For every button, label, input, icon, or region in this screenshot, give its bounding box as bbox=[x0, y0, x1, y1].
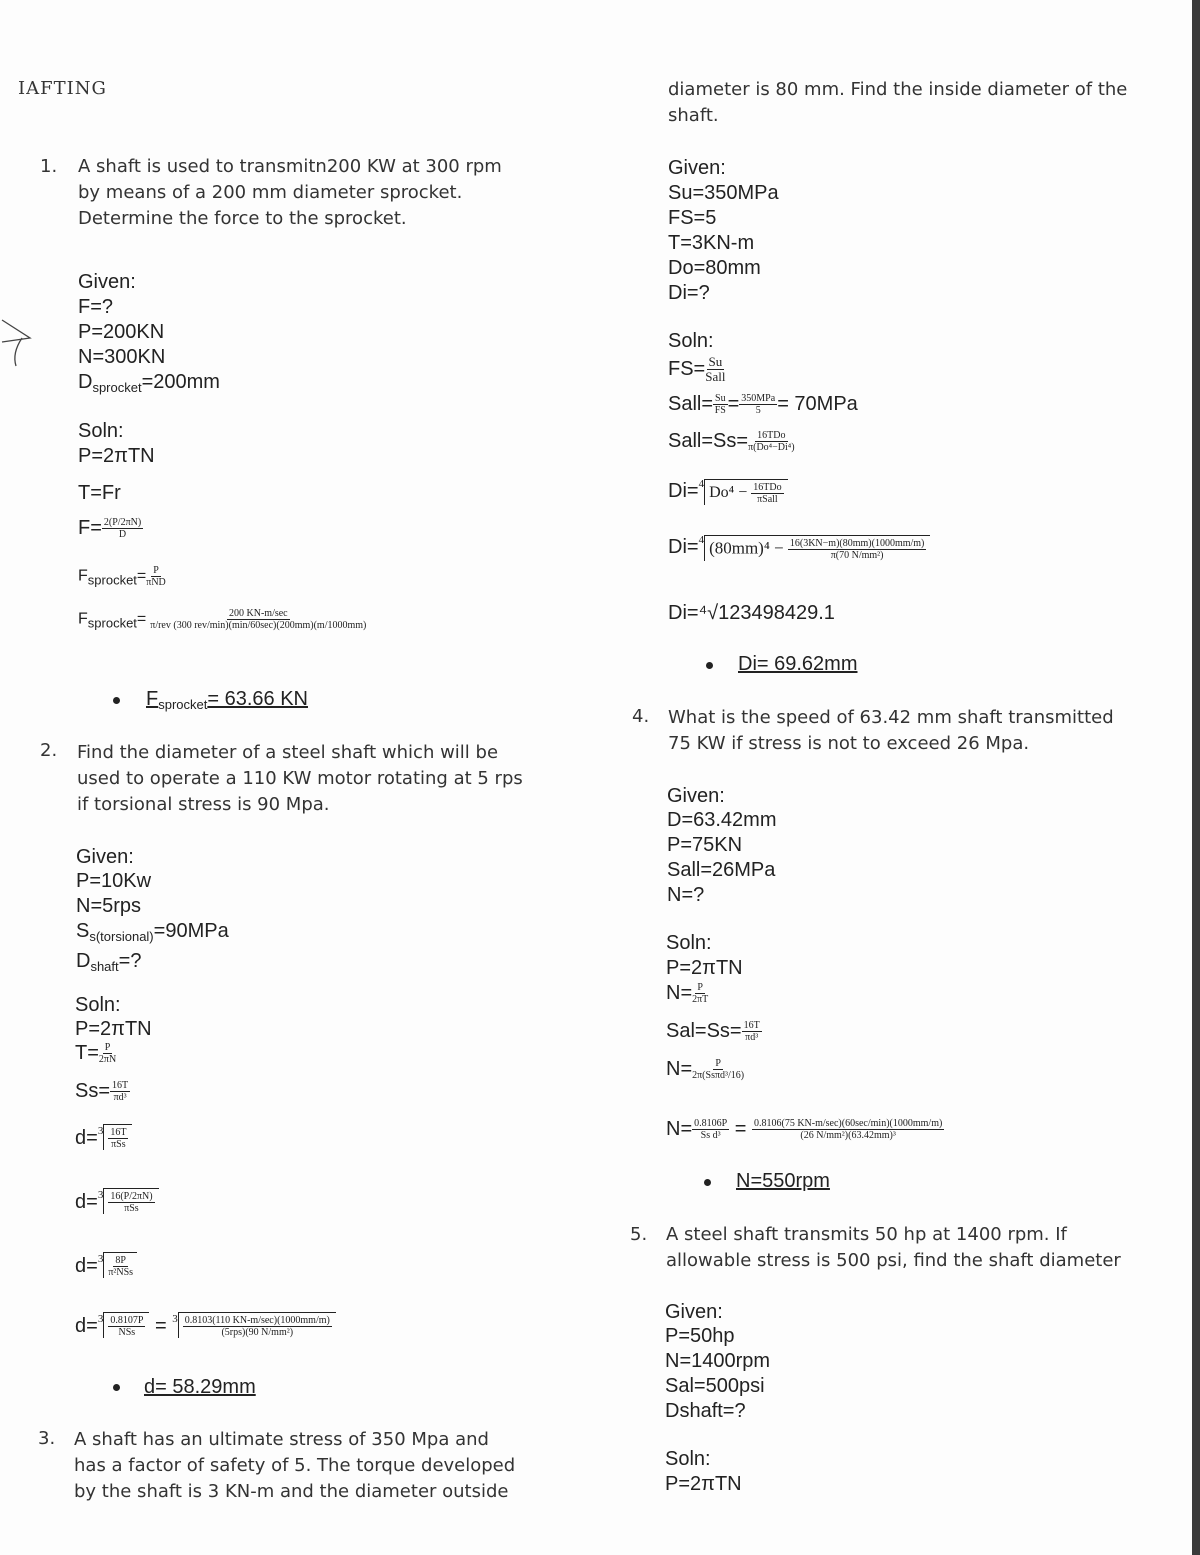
p4-answer: N=550rpm bbox=[736, 1170, 830, 1192]
bullet bbox=[113, 1384, 120, 1391]
given-line: FS=5 bbox=[668, 207, 717, 229]
p3-di-formula-1: Di=$^4$ Do⁴ − 16TDo πSall bbox=[668, 478, 788, 505]
p2-d-formula-3: d=$^3$ 8P π²NSs bbox=[75, 1252, 137, 1278]
fraction: 0.8107P NSs bbox=[110, 1315, 144, 1339]
problem-number-5: 5. bbox=[630, 1224, 648, 1245]
fraction: 0.8103(110 KN-m/sec)(1000mm/m) (5rps)(90 N/mm²) bbox=[184, 1315, 330, 1339]
p3-di-formula-2: Di=$^4$ (80mm)⁴ − $\frac{16(3KN-m)(80mm)(1000mm/m)}{\text{π(70 N/mm²)}}$ bbox=[668, 534, 930, 561]
given-line: Sall=26MPa bbox=[667, 859, 776, 881]
fraction: P 2π(Ssπd³/16) bbox=[692, 1058, 745, 1082]
fraction: $\frac{16T}{\text{πd³}}$ bbox=[112, 1080, 129, 1104]
bullet bbox=[113, 697, 120, 704]
fraction: 16TDo π(Do⁴−Di⁴) bbox=[748, 430, 795, 454]
problem-3-question-part1: A shaft has an ultimate stress of 350 Mpa and has a factor of safety of 5. The torque developed by the shaft is 3 KN-m and the diameter outside bbox=[74, 1429, 516, 1502]
problem-4-question: What is the speed of 63.42 mm shaft transmitted 75 KW if stress is not to exceed 26 Mpa. bbox=[668, 707, 1114, 754]
fraction: $\frac{2(P/2\pi N)}{D}$ bbox=[103, 517, 142, 541]
p1-eq-power: P=2πTN bbox=[78, 445, 155, 467]
p4-given-list bbox=[667, 808, 777, 908]
given-line: P=200KN bbox=[78, 321, 165, 343]
p2-d-formula-4: d=$^3$ 0.8107P NSs = $^3$ 0.8103(110 KN-m/sec)(1000mm/m) (5rps)(90 N/mm²) bbox=[75, 1312, 336, 1338]
given-line: $D_{sprocket}=200mm$ bbox=[78, 371, 220, 395]
fraction: $\frac{16T}{\text{πd³}}$ bbox=[743, 1020, 760, 1044]
problem-2-question: Find the diameter of a steel shaft which will be used to operate a 110 KW motor rotating at 5 rps if torsional stress is 90 Mpa. bbox=[77, 742, 523, 815]
fraction: $\frac{16(3KN-m)(80mm)(1000mm/m)}{\text{π(70 N/mm²)}}$ bbox=[789, 537, 925, 561]
fraction: P πND bbox=[146, 565, 166, 588]
problem-5-question: A steel shaft transmits 50 hp at 1400 rpm. If allowable stress is 500 psi, find the shaft diameter bbox=[666, 1224, 1121, 1271]
given-line: Di=? bbox=[668, 282, 710, 304]
page-edge bbox=[1192, 0, 1200, 1555]
fraction: $\frac{P}{2\pi T}$ bbox=[692, 982, 709, 1006]
fraction: 350MPa 5 bbox=[741, 393, 776, 417]
p4-stress-formula: Sal=Ss= $\frac{16T}{\text{πd³}}$ bbox=[666, 1020, 760, 1044]
fraction: 16T πSs bbox=[110, 1127, 127, 1151]
p4-n-formula-3: N= $\frac{0.8106P}{\text{Ss d³}}$ = 0.8106(75 KN-m/sec)(60sec/min)(1000mm/m) (26 N/mm²)(63.42mm)³ bbox=[666, 1118, 943, 1142]
p1-answer: $F_{sprocket}= 63.66$ KN bbox=[146, 688, 308, 712]
p1-soln-label: Soln: bbox=[78, 420, 124, 442]
problem-number-3: 3. bbox=[38, 1428, 56, 1449]
fraction: 16TDo πSall bbox=[753, 481, 782, 505]
p3-di-result: Di=⁴√123498429.1 bbox=[668, 602, 835, 624]
p3-sall-formula: Sall= $\frac{Su}{FS}$ = 350MPa 5 = 70MPa bbox=[668, 393, 858, 417]
p2-given-label: Given: bbox=[76, 846, 134, 868]
margin-mark-icon bbox=[0, 318, 40, 368]
p2-given-list bbox=[76, 869, 229, 979]
p2-torque-formula: T= $\frac{P}{2\pi N}$ bbox=[75, 1042, 117, 1066]
given-line: N=300KN bbox=[78, 346, 166, 368]
p1-fsprocket-formula: $F_{sprocket}=$ P πND bbox=[78, 565, 166, 588]
p1-force-formula: F= $\frac{2(P/2\pi N)}{D}$ bbox=[78, 517, 142, 541]
given-line: N=? bbox=[667, 884, 705, 906]
fraction: Su Sall bbox=[705, 354, 726, 384]
problem-number-4: 4. bbox=[632, 706, 650, 727]
page-title: IAFTING bbox=[18, 78, 107, 99]
p1-eq-torque: T=Fr bbox=[78, 482, 121, 504]
p4-n-formula-2: N= P 2π(Ssπd³/16) bbox=[666, 1058, 745, 1082]
p4-eq-power: P=2πTN bbox=[666, 957, 743, 979]
fraction: $\frac{Su}{FS}$ bbox=[714, 393, 726, 417]
p3-fs-formula: FS= Su Sall bbox=[668, 354, 726, 384]
given-line: $S_{s(torsional)}=90MPa$ bbox=[76, 920, 229, 944]
problem-3-question-part2: diameter is 80 mm. Find the inside diameter of the shaft. bbox=[668, 79, 1128, 126]
given-line: P=75KN bbox=[667, 834, 743, 856]
given-line: P=50hp bbox=[665, 1325, 735, 1347]
fraction: 0.8106(75 KN-m/sec)(60sec/min)(1000mm/m) (26 N/mm²)(63.42mm)³ bbox=[754, 1118, 943, 1142]
given-line: T=3KN-m bbox=[668, 232, 755, 254]
fraction: $\frac{P}{2\pi N}$ bbox=[98, 1042, 117, 1066]
p3-soln-label: Soln: bbox=[668, 330, 714, 352]
given-line: N=1400rpm bbox=[665, 1350, 771, 1372]
p4-n-formula: N= $\frac{P}{2\pi T}$ bbox=[666, 982, 709, 1006]
given-line: Su=350MPa bbox=[668, 182, 779, 204]
given-line: Dshaft=? bbox=[665, 1400, 746, 1422]
fraction: $\frac{0.8106P}{\text{Ss d³}}$ bbox=[694, 1118, 728, 1142]
p3-given-label: Given: bbox=[668, 157, 726, 179]
given-line: D=63.42mm bbox=[667, 809, 777, 831]
given-line: $D_{shaft}=$? bbox=[76, 950, 142, 974]
p3-sall-ss-formula: Sall=Ss= 16TDo π(Do⁴−Di⁴) bbox=[668, 430, 795, 454]
p2-d-formula-1: d=$^3$ 16T πSs bbox=[75, 1124, 132, 1150]
given-line: Sal=500psi bbox=[665, 1375, 765, 1397]
given-line: N=5rps bbox=[76, 895, 142, 917]
fraction: 16(P/2πN) πSs bbox=[110, 1191, 153, 1215]
p1-fsprocket-substituted: $F_{sprocket}=$ 200 KN-m/sec π/rev (300 rev/min)(min/60sec)(200mm)(m/1000mm) bbox=[78, 608, 367, 631]
problem-number-1: 1. bbox=[40, 156, 58, 177]
given-line: Do=80mm bbox=[668, 257, 761, 279]
bullet bbox=[706, 662, 713, 669]
given-line: F=? bbox=[78, 296, 114, 318]
p1-given-label: Given: bbox=[78, 271, 136, 293]
problem-1-question: A shaft is used to transmitn200 KW at 300 rpm by means of a 200 mm diameter sprocket. Determine the force to the sprocket. bbox=[78, 156, 502, 229]
p4-soln-label: Soln: bbox=[666, 932, 712, 954]
fraction: 8P π²NSs bbox=[108, 1255, 134, 1279]
p2-eq-power: P=2πTN bbox=[75, 1018, 152, 1040]
p3-answer: Di= 69.62mm bbox=[738, 653, 858, 675]
p2-d-formula-2: d=$^3$ 16(P/2πN) πSs bbox=[75, 1188, 159, 1214]
p5-given-label: Given: bbox=[665, 1301, 723, 1323]
p3-given-list bbox=[668, 181, 779, 306]
p2-stress-formula: Ss= $\frac{16T}{\text{πd³}}$ bbox=[75, 1080, 129, 1104]
p4-given-label: Given: bbox=[667, 785, 725, 807]
p5-soln-label: Soln: bbox=[665, 1448, 711, 1470]
p5-given-list bbox=[665, 1324, 770, 1424]
p2-answer: d= 58.29mm bbox=[144, 1376, 256, 1398]
p2-soln-label: Soln: bbox=[75, 994, 121, 1016]
p1-given-list bbox=[78, 295, 220, 400]
given-line: P=10Kw bbox=[76, 870, 152, 892]
problem-number-2: 2. bbox=[40, 740, 58, 761]
bullet bbox=[704, 1179, 711, 1186]
fraction: 200 KN-m/sec π/rev (300 rev/min)(min/60sec)(200mm)(m/1000mm) bbox=[150, 608, 367, 631]
p5-eq-power: P=2πTN bbox=[665, 1473, 742, 1495]
